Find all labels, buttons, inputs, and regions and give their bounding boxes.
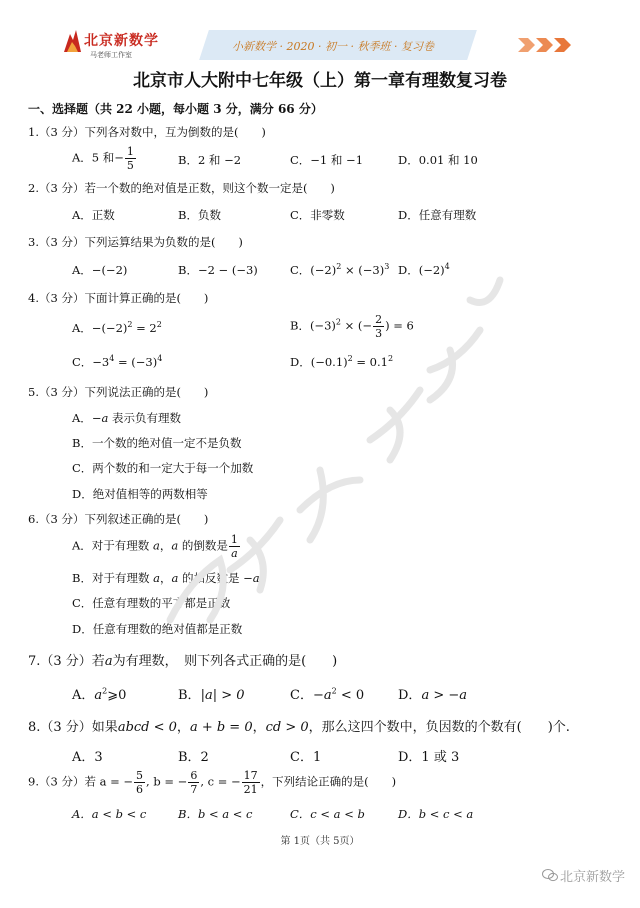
question-7-option-b — [178, 684, 245, 703]
logo-name: 北京新数学 — [84, 33, 159, 49]
question-8-option-a: A．3 — [72, 750, 103, 765]
section-heading: 一、选择题（共 22 小题，每小题 3 分，满分 66 分） — [28, 102, 323, 116]
question-9-option-d: D．b < c < a — [398, 807, 474, 821]
denominator: a — [231, 547, 238, 560]
option-text: 表示负有理数 — [108, 411, 181, 425]
chevron-arrows-icon — [518, 38, 574, 52]
numerator: 2 — [375, 313, 383, 326]
option-text: D． — [398, 688, 422, 703]
math-variable: −a — [243, 571, 260, 585]
math-expression: a + b = 0 — [189, 720, 253, 735]
math-variable: a — [153, 571, 160, 585]
option-text: C．−3 — [72, 355, 110, 369]
header-banner-text: 小新数学 · 2020 · 初一 · 秋季班 · 复习卷 — [232, 40, 434, 53]
option-text: ， — [159, 538, 172, 553]
stem-text: 9.（3 分）若 a = − — [28, 774, 134, 789]
option-text: A．−(−2) — [72, 321, 128, 335]
fraction — [134, 770, 145, 795]
numerator: 6 — [190, 769, 198, 782]
stem-text: 7.（3 分）若 — [28, 654, 105, 669]
page-number: 第 1页（共 5页） — [280, 836, 360, 847]
option-text: B．(−3) — [290, 318, 336, 333]
option-text: A． — [72, 411, 92, 425]
question-3-option-c — [290, 262, 389, 278]
question-2-option-a: A．正数 — [72, 208, 115, 222]
exponent: 2 — [331, 686, 337, 696]
question-4-option-b — [290, 314, 414, 339]
math-expression: abcd < 0 — [117, 720, 177, 735]
question-2-option-b: B．负数 — [178, 208, 221, 222]
numerator: 1 — [126, 145, 134, 158]
question-4-option-d — [290, 354, 393, 370]
question-8-option-c: C．1 — [290, 750, 322, 765]
stem-text: ， — [252, 720, 266, 735]
fraction — [242, 770, 260, 795]
question-5-option-c: C．两个数的和一定大于每一个加数 — [72, 461, 254, 475]
question-9-option-c: C．c < a < b — [290, 807, 365, 821]
question-5-stem: 5.（3 分）下列说法正确的是( ) — [28, 385, 209, 399]
fraction — [188, 770, 199, 795]
option-text: < 0 — [336, 688, 365, 703]
math-variable: a — [152, 538, 160, 553]
question-6-option-d: D．任意有理数的绝对值都是正数 — [72, 622, 243, 636]
stem-text: 8.（3 分）如果 — [28, 720, 118, 735]
option-text: D．(−2) — [398, 263, 445, 277]
question-3-option-d — [398, 262, 450, 278]
math-expression: cd > 0 — [265, 720, 309, 735]
fraction — [373, 314, 384, 339]
question-9-stem — [28, 770, 396, 795]
stem-text: , b = − — [146, 774, 188, 789]
option-text: A．对于有理数 — [72, 538, 153, 553]
question-5-option-d: D．绝对值相等的两数相等 — [72, 487, 208, 501]
math-variable: −a — [312, 688, 332, 703]
option-text: × (−3) — [341, 263, 385, 277]
math-variable: a — [104, 654, 113, 669]
question-1-option-a — [72, 146, 137, 171]
exponent: 2 — [347, 354, 353, 364]
denominator: 3 — [375, 327, 383, 340]
question-1-option-c: C．−1 和 −1 — [290, 153, 364, 167]
denominator: 21 — [243, 783, 258, 796]
option-text: A．5 和 — [72, 150, 115, 165]
option-text: B．对于有理数 — [72, 571, 154, 585]
option-text: × (− — [340, 318, 373, 333]
question-1-option-d: D．0.01 和 10 — [398, 153, 478, 167]
denominator: 6 — [136, 783, 144, 796]
math-variable: a — [171, 538, 179, 553]
question-7-option-a — [72, 684, 126, 703]
option-text: C．(−2) — [290, 263, 337, 277]
question-9-option-b: B．b < a < c — [178, 807, 253, 821]
exponent: 4 — [157, 354, 163, 364]
math-variable: a — [171, 571, 179, 585]
exponent: 2 — [387, 354, 394, 364]
question-3-option-a: A．−(−2) — [72, 263, 128, 277]
option-text: A． — [72, 688, 95, 703]
denominator: 5 — [126, 159, 134, 172]
logo-flame-icon — [60, 28, 84, 54]
numerator: 1 — [230, 533, 238, 546]
page-title: 北京市人大附中七年级（上）第一章有理数复习卷 — [133, 71, 507, 91]
question-2-option-d: D．任意有理数 — [398, 208, 477, 222]
option-text: = (−3) — [114, 355, 158, 369]
fraction — [125, 146, 136, 171]
question-6-option-a — [72, 534, 241, 559]
option-text: C． — [290, 688, 313, 703]
question-3-option-b: B．−2 − (−3) — [178, 263, 258, 277]
question-4-option-a — [72, 320, 162, 336]
wechat-icon — [542, 868, 558, 882]
question-4-option-c — [72, 354, 162, 370]
option-text: B． — [178, 688, 201, 703]
question-5-option-b: B．一个数的绝对值一定不是负数 — [72, 436, 242, 450]
exponent: 2 — [156, 320, 162, 330]
question-6-stem: 6.（3 分）下列叙述正确的是( ) — [28, 512, 209, 526]
stem-text: , c = − — [200, 774, 241, 789]
question-6-option-c: C．任意有理数的平方都是正数 — [72, 596, 231, 610]
question-2-stem: 2.（3 分）若一个数的绝对值是正数，则这个数一定是( ) — [28, 181, 335, 195]
stem-text: 为有理数， 则下列各式正确的是( ) — [112, 654, 338, 669]
header-logo — [60, 24, 180, 64]
option-text: 的相反数是 — [178, 571, 244, 585]
exponent: 4 — [444, 262, 450, 272]
question-3-stem: 3.（3 分）下列运算结果为负数的是( ) — [28, 235, 243, 249]
question-8-stem — [28, 716, 570, 735]
option-text: D．(−0.1) — [290, 355, 348, 369]
question-1-option-b: B．2 和 −2 — [178, 153, 242, 167]
footer-watermark: 北京新数学 — [560, 870, 626, 885]
question-8-option-d: D．1 或 3 — [398, 750, 460, 765]
question-6-option-b — [72, 570, 260, 586]
exponent: 2 — [336, 262, 342, 272]
option-text: ) = 6 — [385, 318, 414, 333]
logo-subtitle: 马老师工作室 — [90, 51, 132, 59]
question-9-option-a: A．a < b < c — [72, 807, 147, 821]
numerator: 5 — [136, 769, 144, 782]
question-8-option-b: B．2 — [178, 750, 209, 765]
question-5-option-a — [72, 410, 181, 426]
exponent: 2 — [335, 317, 341, 327]
question-7-option-c — [290, 684, 364, 703]
fraction — [229, 534, 240, 559]
exponent: 2 — [102, 686, 108, 696]
question-1-stem: 1.（3 分）下列各对数中，互为倒数的是( ) — [28, 125, 266, 139]
question-7-option-d — [398, 684, 467, 703]
stem-text: ，那么这四个数中，负因数的个数有( )个. — [308, 720, 570, 735]
stem-text: ，下列结论正确的是( ) — [260, 774, 397, 789]
minus-sign: − — [114, 150, 124, 165]
exponent: 2 — [127, 320, 133, 330]
option-text: ， — [159, 571, 172, 585]
denominator: 7 — [190, 783, 198, 796]
option-text: = 0.1 — [352, 355, 388, 369]
option-text: 的倒数是 — [178, 538, 228, 553]
question-2-option-c: C．非零数 — [290, 208, 345, 222]
exponent: 4 — [109, 354, 115, 364]
option-text: ⩾0 — [107, 688, 127, 703]
question-7-stem — [28, 650, 337, 669]
numerator: 17 — [243, 769, 258, 782]
math-expression: a > −a — [421, 688, 467, 703]
math-variable: a — [94, 688, 103, 703]
math-variable: −a — [91, 411, 109, 425]
math-expression: |a| > 0 — [200, 688, 245, 703]
exponent: 3 — [384, 262, 390, 272]
stem-text: ， — [176, 720, 190, 735]
option-text: = 2 — [132, 321, 157, 335]
question-4-stem: 4.（3 分）下面计算正确的是( ) — [28, 291, 209, 305]
